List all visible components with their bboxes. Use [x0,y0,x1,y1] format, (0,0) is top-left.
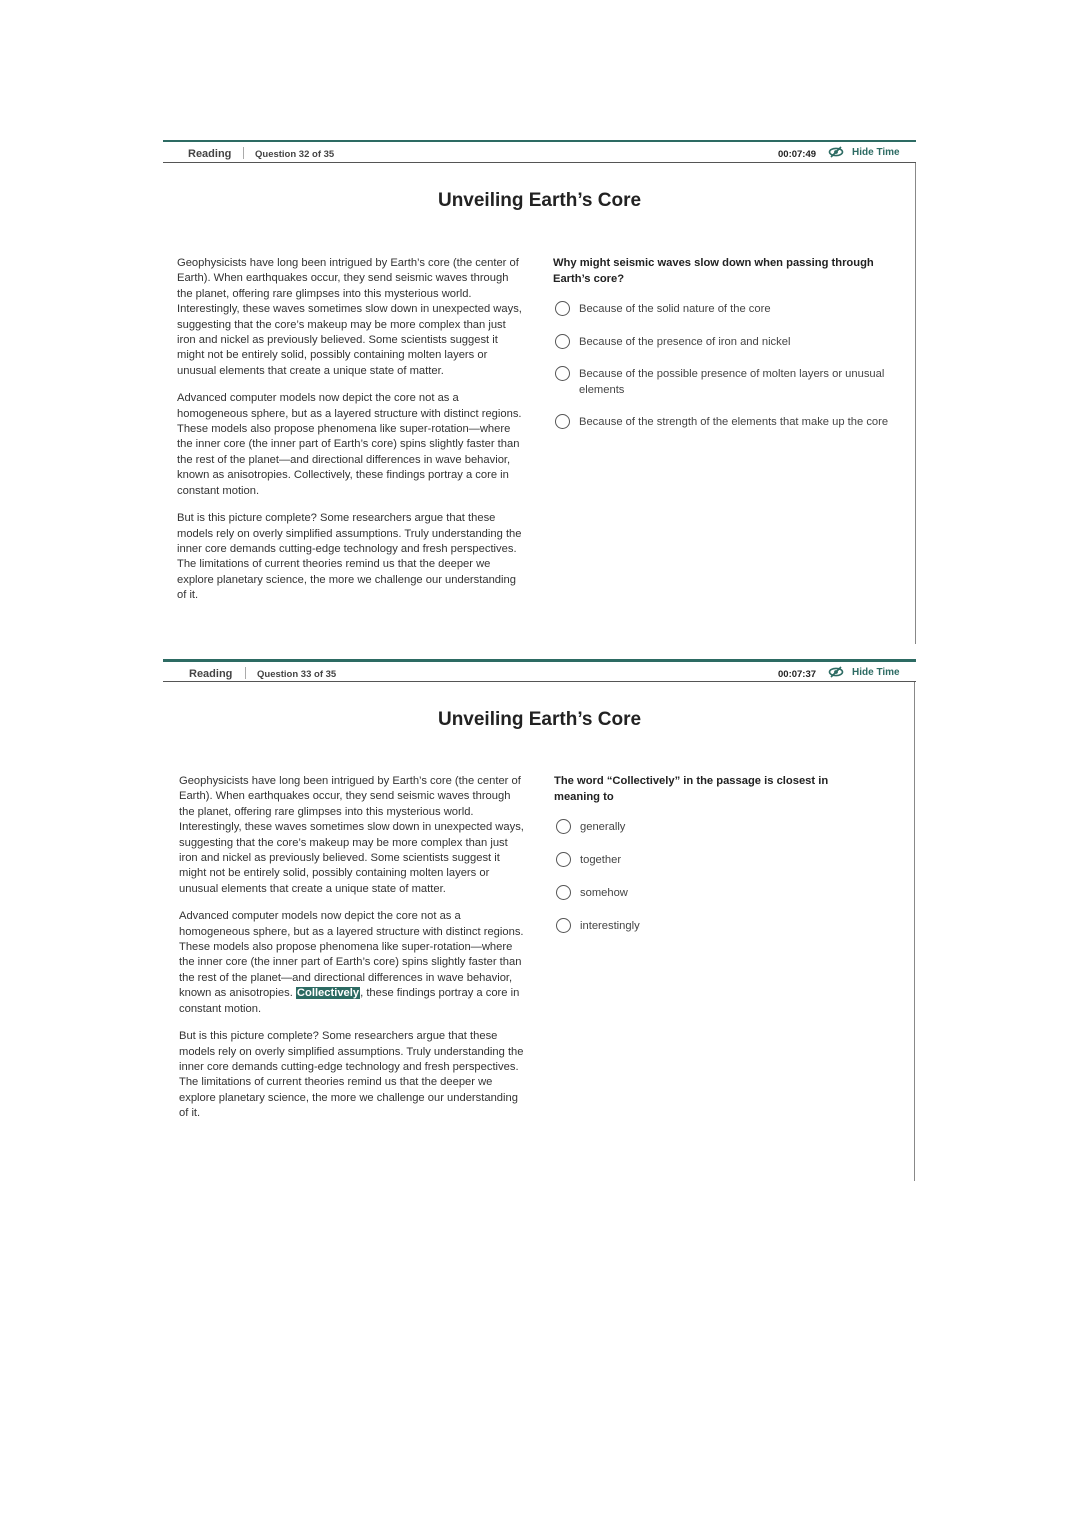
radio-button-icon[interactable] [555,414,570,429]
test-screen-question-33 [163,659,916,1181]
passage-title: Unveiling Earth’s Core [437,709,642,730]
question-area [553,256,903,447]
question-area [554,774,904,951]
answer-option-label: Because of the possible presence of molten layers or unusual elements [579,368,885,396]
divider [245,667,246,679]
section-label: Reading [188,148,232,160]
panel-border [915,163,916,644]
answer-option-1[interactable] [554,819,904,836]
question-text: Why might seismic waves slow down when passing through Earth’s core? [553,257,874,285]
hide-time-label: Hide Time [852,666,900,678]
answer-option-1[interactable] [553,301,903,318]
answer-option-2[interactable] [553,334,903,351]
answer-option-3[interactable] [553,366,903,398]
question-counter: Question 32 of 35 [255,149,335,160]
section-label: Reading [189,668,233,680]
passage-paragraph-1: Geophysicists have long been intrigued by Earth’s core (the center of Earth). When earthquakes occur, they send seismic waves through the planet, offering rare glimpses into this mysterious world. Interestingly, these waves sometimes slow down in unexpected ways, suggesting that the core’s makeup may be more complex than just iron and nickel as previously believed. Some scientists suggest it might not be entirely solid, possibly containing molten layers or unusual elements that create a unique state of matter. [179,775,524,895]
eye-slash-icon [828,146,844,158]
panel-border [914,682,915,1181]
question-text: The word “Collectively” in the passage is closest in meaning to [554,775,829,803]
answer-option-label: generally [580,821,626,833]
top-bar [163,140,916,163]
answer-option-label: interestingly [580,920,640,932]
timer: 00:07:37 [778,669,817,680]
answer-option-label: Because of the strength of the elements that make up the core [579,416,889,428]
passage [179,774,529,1134]
passage-paragraph-1: Geophysicists have long been intrigued by Earth’s core (the center of Earth). When earthquakes occur, they send seismic waves through the planet, offering rare glimpses into this mysterious world. Interestingly, these waves sometimes slow down in unexpected ways, suggesting that the core’s makeup may be more complex than just iron and nickel as previously believed. Some scientists suggest it might not be entirely solid, possibly containing molten layers or unusual elements that create a unique state of matter. [177,257,522,377]
answer-option-4[interactable] [554,918,904,935]
test-screen-question-32 [163,140,916,644]
passage-text: Advanced computer models now depict the core not as a homogeneous sphere, but as a layered structure with distinct regions. These models also propose phenomena like super-rotation—where the inner core (the inner part of Earth’s core) spins slightly faster than the rest of the planet—and directional differences in wave behavior, known as anisotropies. [179,910,524,1000]
highlighted-word: Collectively [296,987,360,1000]
radio-button-icon[interactable] [555,334,570,349]
eye-slash-icon [828,666,844,678]
radio-button-icon[interactable] [556,885,571,900]
radio-button-icon[interactable] [556,819,571,834]
radio-button-icon[interactable] [556,852,571,867]
answer-option-label: Because of the solid nature of the core [579,303,771,315]
passage [177,256,527,616]
radio-button-icon[interactable] [556,918,571,933]
timer: 00:07:49 [778,149,817,160]
divider [243,147,244,159]
passage-paragraph-2: Advanced computer models now depict the core not as a homogeneous sphere, but as a layered structure with distinct regions. These models also propose phenomena like super-rotation—where the inner core (the inner part of Earth’s core) spins slightly faster than the rest of the planet—and directional differences in wave behavior, known as anisotropies. Collectively, these findings portray a core in constant motion. [177,392,522,497]
hide-time-button[interactable] [828,146,900,158]
answer-option-label: together [580,854,622,866]
passage-paragraph-2 [179,909,529,1017]
passage-paragraph-3: But is this picture complete? Some researchers argue that these models rely on overly simplified assumptions. Truly understanding the inner core demands cutting-edge technology and fresh perspectives. The limitations of current theories remind us that the deeper we explore planetary science, the more we challenge our understanding of it. [177,512,522,602]
hide-time-label: Hide Time [852,146,900,158]
answer-option-2[interactable] [554,852,904,869]
answer-option-4[interactable] [553,414,903,431]
radio-button-icon[interactable] [555,366,570,381]
question-counter: Question 33 of 35 [257,669,337,680]
radio-button-icon[interactable] [555,301,570,316]
answer-option-label: Because of the presence of iron and nickel [579,335,791,348]
passage-text: , these findings portray a core in constant motion. [179,987,520,1015]
hide-time-button[interactable] [828,666,900,678]
top-bar [163,659,916,682]
answer-option-label: somehow [580,887,628,899]
answer-option-3[interactable] [554,885,904,902]
passage-title: Unveiling Earth’s Core [437,190,642,211]
passage-paragraph-3: But is this picture complete? Some researchers argue that these models rely on overly simplified assumptions. Truly understanding the inner core demands cutting-edge technology and fresh perspectives. The limitations of current theories remind us that the deeper we explore planetary science, the more we challenge our understanding of it. [179,1030,524,1120]
